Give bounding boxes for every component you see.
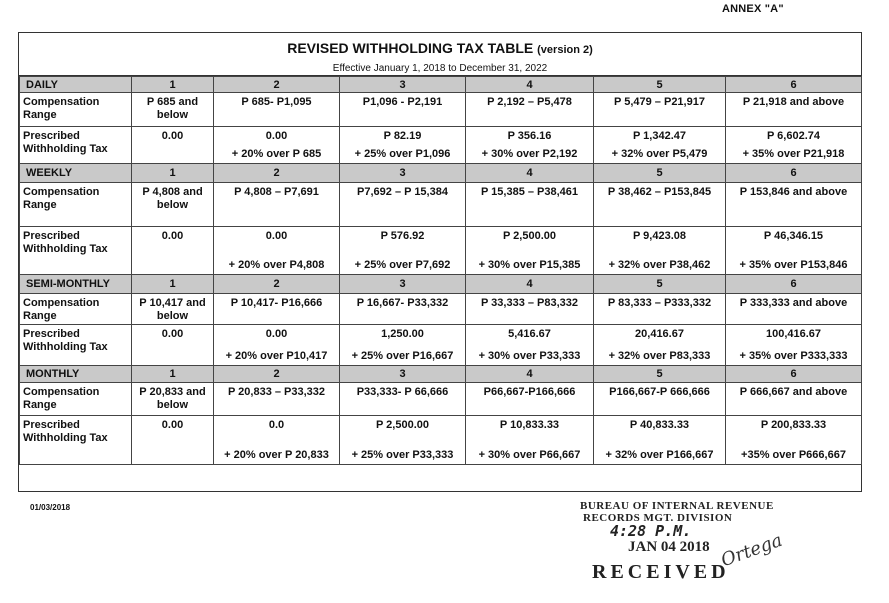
compensation-range-label	[20, 183, 132, 227]
withholding-tax-label	[20, 416, 132, 465]
tax-base-amount: P 82.19	[383, 130, 422, 142]
tax-base-amount: 0.00	[161, 130, 184, 142]
withholding-tax-value	[214, 416, 340, 465]
withholding-tax-value	[214, 127, 340, 164]
tax-excess-rate: + 25% over P16,667	[351, 350, 454, 362]
tax-base-amount: 1,250.00	[381, 328, 424, 340]
bracket-number: 6	[726, 164, 862, 183]
tax-base-amount: P 2,500.00	[502, 230, 556, 242]
withholding-tax-value	[340, 227, 466, 275]
tax-base-amount: 100,416.67	[765, 328, 822, 340]
withholding-tax-value	[132, 127, 214, 164]
period-name: MONTHLY	[20, 366, 132, 383]
tax-excess-rate: + 30% over P2,192	[481, 148, 578, 160]
compensation-range-label	[20, 294, 132, 325]
tax-excess-rate: + 25% over P1,096	[354, 148, 451, 160]
tax-excess-rate: +35% over P666,667	[741, 449, 846, 461]
tax-table-document	[18, 32, 862, 492]
bracket-number: 2	[214, 366, 340, 383]
tax-base-amount: P 200,833.33	[760, 419, 827, 431]
withholding-tax-row	[20, 416, 862, 465]
bracket-number: 2	[214, 77, 340, 93]
compensation-range-value	[132, 183, 214, 227]
compensation-range-row	[20, 294, 862, 325]
compensation-range-text: P7,692 – P 15,384	[357, 186, 448, 198]
bracket-number: 4	[466, 275, 594, 294]
tax-base-amount: P 10,833.33	[499, 419, 560, 431]
withholding-tax-label	[20, 127, 132, 164]
withholding-tax-value	[466, 416, 594, 465]
tax-base-amount: 0.00	[161, 419, 184, 431]
compensation-range-value	[214, 93, 340, 127]
compensation-range-text: P 685- P1,095	[241, 96, 312, 108]
withholding-tax-value	[726, 127, 862, 164]
compensation-range-text: P 5,479 – P21,917	[614, 96, 705, 108]
bracket-number: 4	[466, 164, 594, 183]
tax-excess-rate: + 35% over P333,333	[739, 350, 848, 362]
bracket-number: 5	[594, 164, 726, 183]
bracket-number: 1	[132, 164, 214, 183]
compensation-range-value	[214, 183, 340, 227]
withholding-tax-value	[726, 325, 862, 366]
bracket-number: 3	[340, 77, 466, 93]
compensation-range-value	[340, 183, 466, 227]
withholding-tax-value	[132, 416, 214, 465]
compensation-range-label-text: Compensation Range	[23, 186, 100, 211]
document-title	[19, 33, 861, 58]
compensation-range-value	[726, 183, 862, 227]
tax-base-amount: 0.00	[161, 230, 184, 242]
tax-base-amount: 20,416.67	[635, 328, 684, 340]
tax-excess-rate: + 32% over P83,333	[608, 350, 711, 362]
compensation-range-value	[340, 294, 466, 325]
withholding-tax-value	[594, 416, 726, 465]
tax-base-amount: P 6,602.74	[766, 130, 820, 142]
withholding-tax-label	[20, 227, 132, 275]
withholding-tax-value	[214, 227, 340, 275]
compensation-range-value	[726, 294, 862, 325]
compensation-range-value	[594, 294, 726, 325]
withholding-tax-value	[132, 325, 214, 366]
tax-excess-rate: + 32% over P166,667	[605, 449, 714, 461]
withholding-tax-row	[20, 325, 862, 366]
tax-excess-rate: + 30% over P15,385	[478, 259, 581, 271]
tax-excess-rate: + 30% over P33,333	[478, 350, 581, 362]
compensation-range-text: P166,667-P 666,666	[609, 386, 710, 398]
compensation-range-label-text: Compensation Range	[23, 96, 100, 121]
compensation-range-text: P 33,333 – P83,332	[480, 297, 579, 309]
compensation-range-value	[466, 93, 594, 127]
compensation-range-text: P 21,918 and above	[742, 96, 845, 108]
annex-label: ANNEX "A"	[722, 3, 784, 15]
tax-excess-rate: + 20% over P4,808	[228, 259, 325, 271]
bracket-number: 3	[340, 366, 466, 383]
withholding-tax-value	[726, 227, 862, 275]
title-text: REVISED WITHHOLDING TAX TABLE	[287, 40, 534, 56]
tax-base-amount: P 46,346.15	[763, 230, 824, 242]
tax-excess-rate: + 32% over P5,479	[611, 148, 708, 160]
withholding-tax-value	[340, 416, 466, 465]
tax-excess-rate: + 20% over P10,417	[225, 350, 328, 362]
tax-excess-rate: + 32% over P38,462	[608, 259, 711, 271]
tax-base-amount: 0.00	[265, 230, 288, 242]
handwritten-signature: Ortega	[718, 529, 786, 572]
compensation-range-value	[340, 93, 466, 127]
compensation-range-label-text: Compensation Range	[23, 297, 100, 322]
withholding-tax-label-text: Prescribed Withholding Tax	[23, 130, 108, 155]
period-header-row	[20, 275, 862, 294]
bracket-number: 6	[726, 275, 862, 294]
tax-base-amount: P 40,833.33	[629, 419, 690, 431]
tax-excess-rate: + 30% over P66,667	[478, 449, 581, 461]
tax-excess-rate: + 20% over P 20,833	[224, 449, 329, 461]
compensation-range-text: P 2,192 – P5,478	[487, 96, 572, 108]
compensation-range-text: P 20,833 – P33,332	[227, 386, 326, 398]
tax-base-amount: P 356.16	[507, 130, 552, 142]
bracket-number: 1	[132, 366, 214, 383]
withholding-tax-value	[594, 227, 726, 275]
compensation-range-row	[20, 383, 862, 416]
tax-base-amount: 0.0	[268, 419, 285, 431]
tax-excess-rate: + 25% over P7,692	[354, 259, 451, 271]
compensation-range-value	[466, 183, 594, 227]
compensation-range-label	[20, 93, 132, 127]
compensation-range-value	[132, 93, 214, 127]
tax-excess-rate: + 35% over P21,918	[742, 148, 845, 160]
withholding-tax-value	[340, 325, 466, 366]
bracket-number: 5	[594, 366, 726, 383]
withholding-tax-value	[466, 325, 594, 366]
bracket-number: 2	[214, 164, 340, 183]
compensation-range-value	[466, 383, 594, 416]
compensation-range-value	[594, 183, 726, 227]
bracket-number: 3	[340, 164, 466, 183]
compensation-range-text: P 4,808 and below	[142, 186, 203, 211]
effective-date: Effective January 1, 2018 to December 31, 2022	[332, 63, 548, 74]
period-name: DAILY	[20, 77, 132, 93]
withholding-tax-value	[594, 127, 726, 164]
bracket-number: 4	[466, 77, 594, 93]
stamp-time: 4:28 P.M.	[610, 522, 692, 540]
bracket-number: 6	[726, 366, 862, 383]
withholding-tax-value	[594, 325, 726, 366]
withholding-tax-row	[20, 227, 862, 275]
title-block	[19, 33, 861, 76]
compensation-range-value	[132, 383, 214, 416]
compensation-range-text: P 153,846 and above	[739, 186, 848, 198]
compensation-range-value	[726, 383, 862, 416]
compensation-range-value	[594, 93, 726, 127]
withholding-tax-row	[20, 127, 862, 164]
withholding-tax-value	[466, 227, 594, 275]
withholding-tax-table	[19, 76, 862, 465]
compensation-range-text: P66,667-P166,666	[483, 386, 576, 398]
compensation-range-value	[214, 294, 340, 325]
compensation-range-text: P33,333- P 66,666	[356, 386, 449, 398]
compensation-range-text: P 16,667- P33,332	[356, 297, 449, 309]
period-header-row	[20, 164, 862, 183]
period-header-row	[20, 366, 862, 383]
compensation-range-text: P 333,333 and above	[739, 297, 848, 309]
withholding-tax-value	[132, 227, 214, 275]
tax-base-amount: 0.00	[265, 130, 288, 142]
period-name: SEMI-MONTHLY	[20, 275, 132, 294]
withholding-tax-value	[340, 127, 466, 164]
bracket-number: 5	[594, 77, 726, 93]
bracket-number: 5	[594, 275, 726, 294]
compensation-range-text: P 4,808 – P7,691	[234, 186, 319, 198]
tax-base-amount: P 576.92	[380, 230, 425, 242]
compensation-range-value	[594, 383, 726, 416]
bracket-number: 6	[726, 77, 862, 93]
stamp-division: RECORDS MGT. DIVISION	[583, 512, 733, 524]
compensation-range-text: P 666,667 and above	[739, 386, 848, 398]
stamp-agency: BUREAU OF INTERNAL REVENUE	[580, 500, 774, 512]
bracket-number: 1	[132, 275, 214, 294]
tax-base-amount: P 9,423.08	[632, 230, 686, 242]
bracket-number: 3	[340, 275, 466, 294]
withholding-tax-value	[726, 416, 862, 465]
compensation-range-value	[726, 93, 862, 127]
tax-base-amount: P 1,342.47	[632, 130, 686, 142]
tax-base-amount: 0.00	[161, 328, 184, 340]
compensation-range-text: P 83,333 – P333,332	[607, 297, 712, 309]
period-name: WEEKLY	[20, 164, 132, 183]
tax-excess-rate: + 25% over P33,333	[351, 449, 454, 461]
compensation-range-text: P 38,462 – P153,845	[607, 186, 712, 198]
version-label: (version 2)	[537, 44, 593, 56]
compensation-range-text: P 685 and below	[146, 96, 199, 121]
withholding-tax-value	[214, 325, 340, 366]
compensation-range-row	[20, 93, 862, 127]
tax-base-amount: 5,416.67	[508, 328, 551, 340]
tax-excess-rate: + 20% over P 685	[231, 148, 322, 160]
compensation-range-value	[466, 294, 594, 325]
footer-date: 01/03/2018	[30, 503, 71, 512]
stamp-date: JAN 04 2018	[628, 539, 710, 555]
withholding-tax-label-text: Prescribed Withholding Tax	[23, 328, 108, 353]
withholding-tax-value	[466, 127, 594, 164]
compensation-range-label	[20, 383, 132, 416]
compensation-range-value	[340, 383, 466, 416]
compensation-range-row	[20, 183, 862, 227]
compensation-range-text: P1,096 - P2,191	[362, 96, 443, 108]
period-header-row	[20, 77, 862, 93]
tax-excess-rate: + 35% over P153,846	[739, 259, 848, 271]
compensation-range-label-text: Compensation Range	[23, 386, 100, 411]
bracket-number: 4	[466, 366, 594, 383]
compensation-range-text: P 15,385 – P38,461	[480, 186, 579, 198]
stamp-received: RECEIVED	[592, 561, 730, 583]
withholding-tax-label	[20, 325, 132, 366]
compensation-range-value	[214, 383, 340, 416]
tax-base-amount: P 2,500.00	[375, 419, 429, 431]
compensation-range-text: P 10,417 and below	[139, 297, 206, 322]
bracket-number: 1	[132, 77, 214, 93]
tax-base-amount: 0.00	[265, 328, 288, 340]
withholding-tax-label-text: Prescribed Withholding Tax	[23, 230, 108, 255]
compensation-range-text: P 10,417- P16,666	[230, 297, 323, 309]
bracket-number: 2	[214, 275, 340, 294]
compensation-range-value	[132, 294, 214, 325]
compensation-range-text: P 20,833 and below	[139, 386, 206, 411]
withholding-tax-label-text: Prescribed Withholding Tax	[23, 419, 108, 444]
